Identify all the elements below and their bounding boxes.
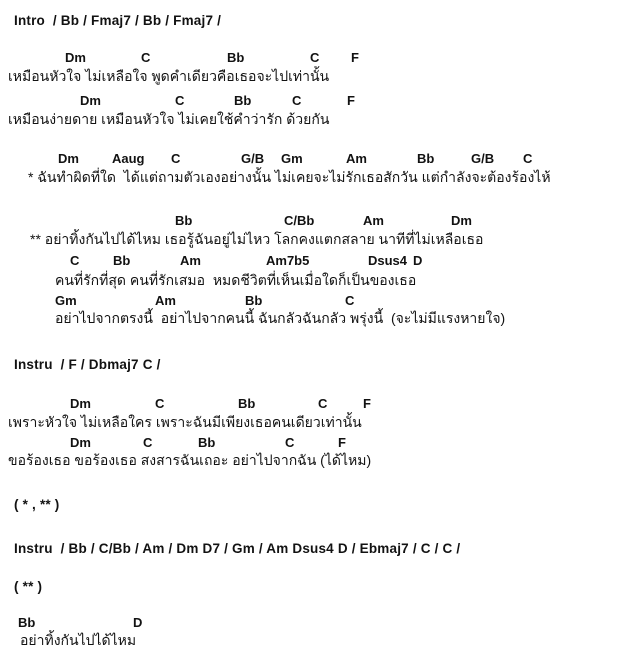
chord-label: Dm [65,50,86,65]
verse1-lyric-line-2: เหมือนง่ายดาย เหมือนหัวใจ ไม่เคยใช้คำว่ารัก ด้วยกัน [8,111,330,127]
chord-label: C [292,93,302,108]
chord-label: C [155,396,165,411]
chord-label: F [338,435,346,450]
repeat-star-doublestar-line: ( * , ** ) [14,497,60,512]
verse2-lyric-line-1: เพราะหัวใจ ไม่เหลือใคร เพราะฉันมีเพียงเธอคนเดียวเท่านั้น [8,414,362,430]
chord-label: F [363,396,371,411]
chord-label: C [141,50,151,65]
verse1-lyric-line-1: เหมือนหัวใจ ไม่เหลือใจ พูดคำเดียวคือเธอจะไปเท่านั้น [8,68,330,84]
chord-label: G/B [471,151,495,166]
chord-label: C [143,435,153,450]
star-chord-line [8,151,620,167]
chord-label: Bb [238,396,256,411]
verse2-chord-line-2 [8,435,620,451]
chord-label: Aaug [112,151,145,166]
instru-section-line-1: Instru / F / Dbmaj7 C / [14,357,161,372]
chord-label: Am7b5 [266,253,310,268]
chord-label: Bb [198,435,216,450]
chord-label: C [523,151,533,166]
chord-label: C [175,93,185,108]
chord-label: Bb [175,213,193,228]
chorus-lyric-line-3: อย่าไปจากตรงนี้ อย่าไปจากคนนี้ ฉันกลัวฉันกลัว พรุ่งนี้ (จะไม่มีแรงหายใจ) [55,310,506,326]
chord-label: Am [180,253,201,268]
chord-label: D [413,253,423,268]
chorus-lyric-line-1: ** อย่าทิ้งกันไปได้ไหม เธอรู้ฉันอยู่ไม่ไหว โลกคงแตกสลาย นาทีที่ไม่เหลือเธอ [30,231,484,247]
outro-chord-line [8,615,620,631]
chord-label: Bb [417,151,435,166]
chord-label: Dm [80,93,101,108]
verse1-chord-line-2 [8,93,620,109]
chord-label: C [345,293,355,308]
chord-label: Gm [55,293,77,308]
chorus-chord-line-3 [8,293,620,309]
verse2-chord-line-1 [8,396,620,412]
chord-label: F [351,50,359,65]
chord-label: Am [363,213,384,228]
chord-label: Bb [113,253,131,268]
chord-label: Am [155,293,176,308]
chord-label: C [318,396,328,411]
chord-label: Dm [451,213,472,228]
chord-label: Gm [281,151,303,166]
outro-lyric-line: อย่าทิ้งกันไปได้ไหม [20,632,137,648]
chord-label: Am [346,151,367,166]
instru-section-line-2: Instru / Bb / C/Bb / Am / Dm D7 / Gm / Am Dsus4 D / Ebmaj7 / C / C / [14,541,461,556]
chord-label: Dm [58,151,79,166]
chord-label: Bb [227,50,245,65]
chord-label: C [70,253,80,268]
intro-section-line: Intro / Bb / Fmaj7 / Bb / Fmaj7 / [14,13,222,28]
chord-label: C [285,435,295,450]
verse1-chord-line-1 [8,50,620,66]
star-lyric-line: * ฉันทำผิดที่ใด ได้แต่ถามตัวเองอย่างนั้น ไม่เคยจะไม่รักเธอสักวัน แต่กำลังจะต้องร้องไห้ [28,169,551,185]
chord-label: Bb [234,93,252,108]
chord-label: F [347,93,355,108]
verse2-lyric-line-2: ขอร้องเธอ ขอร้องเธอ สงสารฉันเถอะ อย่าไปจากฉัน (ได้ไหม) [8,452,372,468]
chord-label: Dm [70,396,91,411]
chord-label: Dsus4 [368,253,408,268]
chorus-chord-line-1 [8,213,620,229]
chord-label: D [133,615,143,630]
chord-label: Bb [245,293,263,308]
repeat-doublestar-line: ( ** ) [14,579,43,594]
chord-label: C/Bb [284,213,315,228]
chord-label: C [310,50,320,65]
chord-label: G/B [241,151,265,166]
chord-label: Dm [70,435,91,450]
chorus-lyric-line-2: คนที่รักที่สุด คนที่รักเสมอ หมดชีวิตที่เห็นเมื่อใดก็เป็นของเธอ [55,272,417,288]
chord-label: C [171,151,181,166]
chord-label: Bb [18,615,36,630]
chorus-chord-line-2 [8,253,620,269]
